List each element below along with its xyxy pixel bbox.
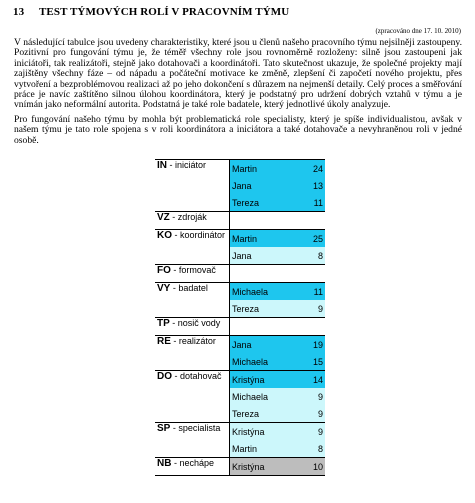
- member-score: 8: [304, 440, 325, 458]
- member-score: 24: [304, 160, 325, 178]
- member-name: Martin: [230, 160, 305, 178]
- role-code: KO: [157, 230, 172, 241]
- member-name: Jana: [230, 336, 305, 354]
- table-row: [155, 160, 325, 178]
- member-name: Kristýna: [230, 423, 305, 441]
- member-name: Michaela: [230, 353, 305, 371]
- role-cell: KO - koordinátor: [155, 230, 230, 265]
- member-name: Michaela: [230, 283, 305, 301]
- table-row: [155, 230, 325, 248]
- role-cell: NB - nechápe: [155, 458, 230, 476]
- role-code: NB: [157, 458, 172, 469]
- table-row: [155, 371, 325, 389]
- member-score: 15: [304, 353, 325, 371]
- member-score: 9: [304, 388, 325, 405]
- role-code: RE: [157, 336, 171, 347]
- member-name: Michaela: [230, 388, 305, 405]
- member-name: Martin: [230, 230, 305, 248]
- role-label: zdroják: [177, 212, 207, 222]
- member-score: 14: [304, 371, 325, 389]
- member-score: [304, 265, 325, 283]
- role-cell: DO - dotahovač: [155, 371, 230, 423]
- role-code: VY: [157, 283, 171, 294]
- table-row: [155, 458, 325, 476]
- role-cell: IN - iniciátor: [155, 160, 230, 212]
- role-code: DO: [157, 371, 172, 382]
- role-cell: VZ - zdroják: [155, 212, 230, 230]
- role-label: nechápe: [179, 458, 214, 468]
- role-label: badatel: [178, 283, 208, 293]
- member-name: [230, 212, 305, 230]
- member-score: 9: [304, 405, 325, 423]
- member-name: Kristýna: [230, 371, 305, 389]
- table-row: [155, 265, 325, 283]
- member-score: 25: [304, 230, 325, 248]
- role-cell: FO - formovač: [155, 265, 230, 283]
- member-score: [304, 212, 325, 230]
- role-label: specialista: [178, 423, 221, 433]
- member-score: 10: [304, 458, 325, 476]
- date-note: (zpracováno dne 17. 10. 2010): [375, 27, 461, 35]
- member-name: Tereza: [230, 194, 305, 212]
- role-label: formovač: [178, 265, 216, 275]
- table-row: [155, 212, 325, 230]
- member-name: Jana: [230, 247, 305, 265]
- member-name: Jana: [230, 177, 305, 194]
- member-score: 11: [304, 194, 325, 212]
- role-code: VZ: [157, 212, 170, 223]
- member-score: 9: [304, 423, 325, 441]
- member-name: Kristýna: [230, 458, 305, 476]
- section-number: 13: [13, 6, 25, 18]
- member-name: Tereza: [230, 300, 305, 318]
- member-name: [230, 318, 305, 336]
- table-row: [155, 283, 325, 301]
- role-code: SP: [157, 423, 171, 434]
- team-roles-table: [155, 159, 325, 476]
- role-code: FO: [157, 265, 171, 276]
- role-label: iniciátor: [175, 160, 207, 170]
- member-score: 8: [304, 247, 325, 265]
- paragraph-specialist: Pro fungování našeho týmu by mohla být problematická role specialisty, který je spíše individualistou, avšak v našem týmu je tato role spojena s v roli koordinátora a iniciátora a také dotahovače a nevyhraněnou roli v jedné osobě.: [14, 114, 462, 146]
- role-label: nosič vody: [177, 318, 221, 328]
- section-heading: [13, 6, 289, 18]
- member-score: 11: [304, 283, 325, 301]
- member-score: 19: [304, 336, 325, 354]
- section-title: TEST TÝMOVÝCH ROLÍ V PRACOVNÍM TÝMU: [39, 6, 290, 18]
- member-name: Martin: [230, 440, 305, 458]
- table-row: [155, 423, 325, 441]
- member-score: [304, 318, 325, 336]
- table-row: [155, 318, 325, 336]
- member-name: Tereza: [230, 405, 305, 423]
- role-label: realizátor: [178, 336, 216, 346]
- role-cell: RE - realizátor: [155, 336, 230, 371]
- role-code: IN: [157, 160, 167, 171]
- member-name: [230, 265, 305, 283]
- role-label: koordinátor: [180, 230, 226, 240]
- role-cell: VY - badatel: [155, 283, 230, 318]
- role-label: dotahovač: [180, 371, 222, 381]
- role-cell: TP - nosič vody: [155, 318, 230, 336]
- role-code: TP: [157, 318, 170, 329]
- paragraph-intro: V následující tabulce jsou uvedeny charakteristiky, které jsou u členů našeho pracovního týmu nejsilněji zastoupeny. Pozitivní pro fungování týmu je, že téměř všechny role jsou rovnoměrně rozloženy: silně jsou zastoupeni jak iniciátoři, tak realizátoři, stejně jako dotahovači a koordinátoři. Tato skutečnost ukazuje, že společné projekty mají zajištěny všechny fáze – od nápadu a počáteční motivace ke změně, zlepšení či započetí nového projektu, přes vytvoření a bezproblémovou realizaci až po jeho dokončení s důrazem na nejmenší detaily. Celý proces a směřování práce je navíc zaštítěno silnou úlohou koordinátora, který je podstatný pro udržení dobrých vztahů v týmu a je vnímán jako neformální autorita. Podstatná je také role badatele, který jednotlivé úkoly analyzuje.: [14, 37, 462, 111]
- table-row: [155, 336, 325, 354]
- member-score: 9: [304, 300, 325, 318]
- member-score: 13: [304, 177, 325, 194]
- role-cell: SP - specialista: [155, 423, 230, 458]
